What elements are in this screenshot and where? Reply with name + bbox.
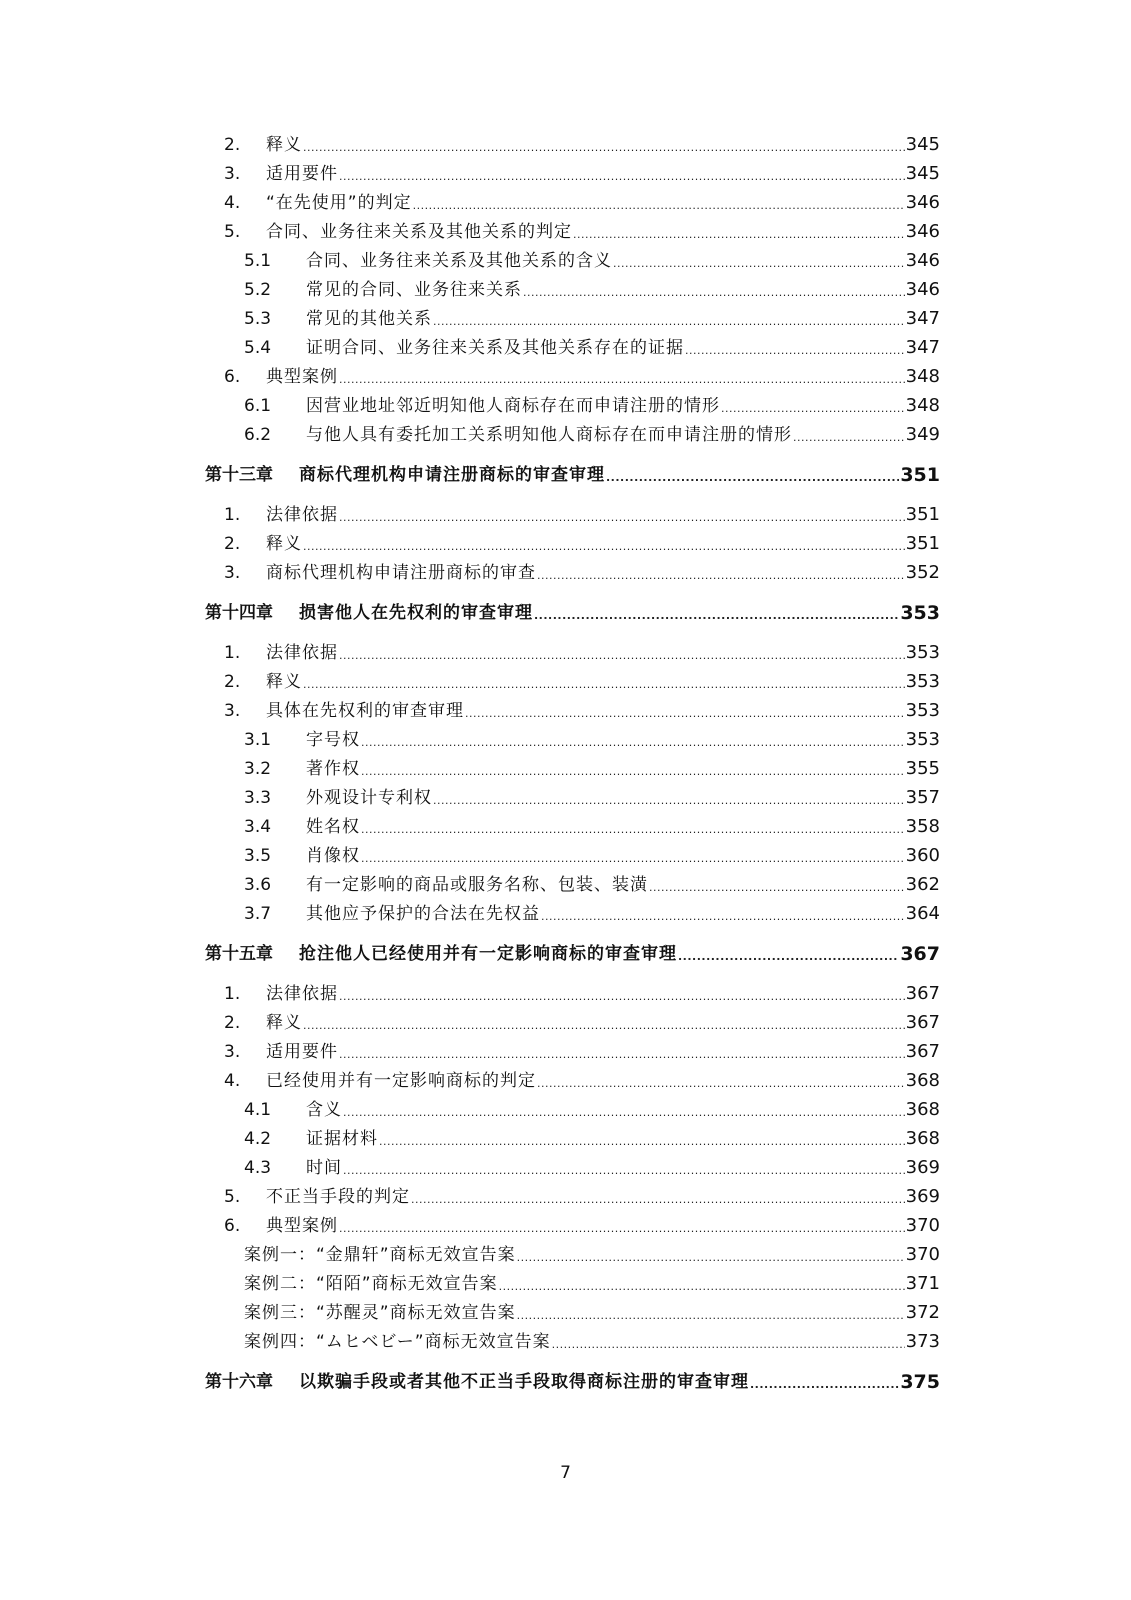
toc-entry-title: 损害他人在先权利的审查审理 xyxy=(299,603,533,623)
toc-entry-title: 适用要件 xyxy=(266,1042,338,1062)
toc-leader-dots xyxy=(552,1330,905,1354)
toc-entry-title: 与他人具有委托加工关系明知他人商标存在而申请注册的情形 xyxy=(306,425,792,445)
toc-entry-number: 第十三章 xyxy=(205,465,273,485)
toc-entry[interactable] xyxy=(244,902,940,926)
toc-entry-page: 348 xyxy=(905,366,940,387)
toc-entry-title: 因营业地址邻近明知他人商标存在而申请注册的情形 xyxy=(306,396,720,416)
page-number: 7 xyxy=(560,1463,571,1483)
toc-entry-page: 370 xyxy=(905,1215,940,1236)
toc-entry[interactable] xyxy=(244,1301,940,1325)
toc-entry-title: 案例四：“ムヒベビー”商标无效宣告案 xyxy=(244,1332,551,1352)
toc-entry-title: 不正当手段的判定 xyxy=(266,1187,410,1207)
toc-entry-page: 369 xyxy=(905,1157,940,1178)
toc-entry-number: 3.3 xyxy=(244,788,272,808)
toc-leader-dots xyxy=(678,942,899,966)
toc-leader-dots xyxy=(303,670,905,694)
toc-leader-dots xyxy=(339,162,905,186)
toc-entry-number: 4. xyxy=(224,1071,241,1091)
toc-entry-title: 法律依据 xyxy=(266,984,338,1004)
toc-entry[interactable] xyxy=(224,1185,940,1209)
toc-entry-page: 362 xyxy=(905,874,940,895)
toc-entry-page: 364 xyxy=(905,903,940,924)
toc-entry[interactable] xyxy=(244,249,940,273)
toc-entry-title: 释义 xyxy=(266,1013,302,1033)
toc-entry[interactable] xyxy=(224,1069,940,1093)
toc-entry[interactable] xyxy=(224,699,940,723)
toc-entry-page: 347 xyxy=(905,337,940,358)
toc-entry-title: 证明合同、业务往来关系及其他关系存在的证据 xyxy=(306,338,684,358)
toc-entry[interactable] xyxy=(244,1098,940,1122)
toc-entry-number: 6. xyxy=(224,1216,241,1236)
toc-leader-dots xyxy=(685,336,905,360)
toc-leader-dots xyxy=(433,307,905,331)
toc-entry-title: 外观设计专利权 xyxy=(306,788,432,808)
toc-leader-dots xyxy=(523,278,905,302)
toc-leader-dots xyxy=(339,365,905,389)
toc-entry-page: 348 xyxy=(905,395,940,416)
toc-entry-title: 适用要件 xyxy=(266,164,338,184)
toc-entry-title: 法律依据 xyxy=(266,643,338,663)
toc-entry[interactable] xyxy=(224,365,940,389)
toc-entry[interactable] xyxy=(244,307,940,331)
toc-entry-title: 证据材料 xyxy=(306,1129,378,1149)
toc-leader-dots xyxy=(343,1156,905,1180)
toc-entry-title: 常见的合同、业务往来关系 xyxy=(306,280,522,300)
toc-entry-title: “在先使用”的判定 xyxy=(266,193,412,213)
toc-entry[interactable] xyxy=(244,1127,940,1151)
toc-entry-number: 3. xyxy=(224,1042,241,1062)
toc-leader-dots xyxy=(517,1243,905,1267)
toc-entry-page: 355 xyxy=(905,758,940,779)
toc-entry-title: 释义 xyxy=(266,135,302,155)
toc-entry-title: 姓名权 xyxy=(306,817,360,837)
toc-entry-page: 370 xyxy=(905,1244,940,1265)
toc-entry[interactable] xyxy=(224,532,940,556)
toc-entry-title: 释义 xyxy=(266,534,302,554)
toc-entry[interactable] xyxy=(244,1330,940,1354)
toc-entry-page: 368 xyxy=(905,1099,940,1120)
toc-entry-page: 347 xyxy=(905,308,940,329)
toc-entry-page: 367 xyxy=(905,983,940,1004)
toc-entry[interactable] xyxy=(224,670,940,694)
toc-entry-number: 第十五章 xyxy=(205,944,273,964)
toc-leader-dots xyxy=(411,1185,905,1209)
toc-entry-number: 3.4 xyxy=(244,817,272,837)
toc-entry-page: 373 xyxy=(905,1331,940,1352)
toc-leader-dots xyxy=(534,601,899,625)
toc-leader-dots xyxy=(339,503,905,527)
toc-entry-number: 6. xyxy=(224,367,241,387)
toc-entry-page: 353 xyxy=(905,700,940,721)
toc-leader-dots xyxy=(541,902,905,926)
toc-entry-page: 357 xyxy=(905,787,940,808)
toc-entry[interactable] xyxy=(224,162,940,186)
toc-entry-page: 358 xyxy=(905,816,940,837)
toc-entry-number: 1. xyxy=(224,505,241,525)
toc-leader-dots xyxy=(343,1098,905,1122)
toc-entry-number: 2. xyxy=(224,672,241,692)
toc-entry-page: 349 xyxy=(905,424,940,445)
toc-entry-number: 3.2 xyxy=(244,759,272,779)
toc-entry-number: 5. xyxy=(224,1187,241,1207)
toc-entry[interactable] xyxy=(244,844,940,868)
toc-entry-title: 时间 xyxy=(306,1158,342,1178)
toc-entry[interactable] xyxy=(244,336,940,360)
toc-entry-page: 372 xyxy=(905,1302,940,1323)
toc-entry-number: 1. xyxy=(224,643,241,663)
toc-leader-dots xyxy=(413,191,905,215)
toc-entry-number: 2. xyxy=(224,1013,241,1033)
toc-entry-number: 5. xyxy=(224,222,241,242)
toc-entry-page: 351 xyxy=(900,464,940,486)
toc-entry[interactable] xyxy=(244,1243,940,1267)
toc-chapter-entry[interactable] xyxy=(205,942,940,966)
toc-entry-title: 案例一：“金鼎轩”商标无效宣告案 xyxy=(244,1245,516,1265)
toc-entry-page: 369 xyxy=(905,1186,940,1207)
toc-entry-page: 346 xyxy=(905,192,940,213)
toc-entry[interactable] xyxy=(244,1156,940,1180)
toc-entry-number: 3.5 xyxy=(244,846,272,866)
toc-entry[interactable] xyxy=(224,503,940,527)
toc-entry[interactable] xyxy=(224,561,940,585)
toc-leader-dots xyxy=(499,1272,905,1296)
toc-entry-page: 346 xyxy=(905,221,940,242)
toc-entry-number: 3.6 xyxy=(244,875,272,895)
toc-entry-page: 352 xyxy=(905,562,940,583)
toc-entry-page: 360 xyxy=(905,845,940,866)
toc-entry[interactable] xyxy=(244,1272,940,1296)
toc-leader-dots xyxy=(379,1127,905,1151)
toc-entry-title: 其他应予保护的合法在先权益 xyxy=(306,904,540,924)
toc-entry[interactable] xyxy=(224,1040,940,1064)
toc-entry-number: 4. xyxy=(224,193,241,213)
toc-entry[interactable] xyxy=(224,641,940,665)
toc-entry-title: 已经使用并有一定影响商标的判定 xyxy=(266,1071,536,1091)
toc-entry[interactable] xyxy=(244,815,940,839)
toc-entry-number: 5.4 xyxy=(244,338,272,358)
toc-entry-title: 案例三：“苏醒灵”商标无效宣告案 xyxy=(244,1303,516,1323)
toc-entry-page: 346 xyxy=(905,279,940,300)
toc-chapter-entry[interactable] xyxy=(205,463,940,487)
toc-leader-dots xyxy=(339,1214,905,1238)
toc-entry[interactable] xyxy=(224,1214,940,1238)
toc-entry-page: 368 xyxy=(905,1070,940,1091)
toc-entry[interactable] xyxy=(224,220,940,244)
toc-leader-dots xyxy=(721,394,905,418)
toc-entry-page: 353 xyxy=(905,642,940,663)
toc-entry-number: 4.1 xyxy=(244,1100,272,1120)
toc-entry-number: 第十六章 xyxy=(205,1372,273,1392)
toc-entry-number: 5.1 xyxy=(244,251,272,271)
toc-leader-dots xyxy=(303,532,905,556)
toc-chapter-entry[interactable] xyxy=(205,1370,940,1394)
toc-leader-dots xyxy=(465,699,905,723)
toc-entry-page: 353 xyxy=(900,602,940,624)
toc-entry-page: 367 xyxy=(905,1041,940,1062)
toc-leader-dots xyxy=(361,844,905,868)
toc-entry-number: 5.2 xyxy=(244,280,272,300)
toc-entry-title: 法律依据 xyxy=(266,505,338,525)
toc-leader-dots xyxy=(361,757,905,781)
toc-entry-number: 6.1 xyxy=(244,396,272,416)
toc-entry[interactable] xyxy=(224,191,940,215)
toc-entry[interactable] xyxy=(244,278,940,302)
toc-entry-number: 1. xyxy=(224,984,241,1004)
toc-entry-title: 商标代理机构申请注册商标的审查审理 xyxy=(299,465,605,485)
toc-entry-number: 3.7 xyxy=(244,904,272,924)
toc-entry-page: 351 xyxy=(905,504,940,525)
toc-entry-page: 345 xyxy=(905,134,940,155)
toc-entry-page: 367 xyxy=(900,943,940,965)
toc-entry-title: 含义 xyxy=(306,1100,342,1120)
toc-leader-dots xyxy=(339,641,905,665)
toc-entry-page: 351 xyxy=(905,533,940,554)
toc-entry-page: 353 xyxy=(905,671,940,692)
toc-entry-number: 3. xyxy=(224,701,241,721)
toc-leader-dots xyxy=(750,1370,899,1394)
toc-entry-number: 4.3 xyxy=(244,1158,272,1178)
toc-entry-number: 3. xyxy=(224,164,241,184)
toc-entry-title: 抢注他人已经使用并有一定影响商标的审查审理 xyxy=(299,944,677,964)
toc-leader-dots xyxy=(649,873,905,897)
toc-leader-dots xyxy=(433,786,905,810)
toc-entry-title: 释义 xyxy=(266,672,302,692)
toc-entry-page: 346 xyxy=(905,250,940,271)
toc-entry-title: 合同、业务往来关系及其他关系的判定 xyxy=(266,222,572,242)
toc-leader-dots xyxy=(537,561,905,585)
toc-entry-number: 6.2 xyxy=(244,425,272,445)
toc-entry-page: 345 xyxy=(905,163,940,184)
toc-leader-dots xyxy=(339,982,905,1006)
toc-entry-page: 371 xyxy=(905,1273,940,1294)
toc-entry[interactable] xyxy=(224,1011,940,1035)
toc-entry-title: 典型案例 xyxy=(266,1216,338,1236)
toc-entry-title: 案例二：“陌陌”商标无效宣告案 xyxy=(244,1274,498,1294)
toc-entry[interactable] xyxy=(244,394,940,418)
toc-leader-dots xyxy=(537,1069,905,1093)
toc-leader-dots xyxy=(573,220,905,244)
toc-entry-page: 368 xyxy=(905,1128,940,1149)
toc-entry-number: 5.3 xyxy=(244,309,272,329)
toc-chapter-entry[interactable] xyxy=(205,601,940,625)
toc-leader-dots xyxy=(517,1301,905,1325)
toc-entry-title: 合同、业务往来关系及其他关系的含义 xyxy=(306,251,612,271)
toc-leader-dots xyxy=(613,249,905,273)
toc-entry-title: 字号权 xyxy=(306,730,360,750)
toc-entry-page: 367 xyxy=(905,1012,940,1033)
toc-entry[interactable] xyxy=(244,786,940,810)
toc-entry-title: 以欺骗手段或者其他不正当手段取得商标注册的审查审理 xyxy=(299,1372,749,1392)
toc-leader-dots xyxy=(303,1011,905,1035)
toc-entry[interactable] xyxy=(244,757,940,781)
toc-entry-page: 353 xyxy=(905,729,940,750)
toc-entry-number: 2. xyxy=(224,534,241,554)
toc-entry[interactable] xyxy=(244,423,940,447)
toc-entry-title: 典型案例 xyxy=(266,367,338,387)
toc-entry[interactable] xyxy=(244,873,940,897)
toc-leader-dots xyxy=(793,423,905,447)
toc-entry-title: 常见的其他关系 xyxy=(306,309,432,329)
toc-entry-title: 著作权 xyxy=(306,759,360,779)
toc-entry-title: 具体在先权利的审查审理 xyxy=(266,701,464,721)
toc-entry-title: 商标代理机构申请注册商标的审查 xyxy=(266,563,536,583)
toc-leader-dots xyxy=(606,463,899,487)
toc-entry-number: 4.2 xyxy=(244,1129,272,1149)
toc-entry-number: 2. xyxy=(224,135,241,155)
toc-entry-page: 375 xyxy=(900,1371,940,1393)
toc-entry[interactable] xyxy=(224,982,940,1006)
toc-leader-dots xyxy=(361,728,905,752)
toc-entry-title: 肖像权 xyxy=(306,846,360,866)
toc-entry-title: 有一定影响的商品或服务名称、包装、装潢 xyxy=(306,875,648,895)
toc-entry-number: 3. xyxy=(224,563,241,583)
toc-entry[interactable] xyxy=(224,133,940,157)
toc-leader-dots xyxy=(303,133,905,157)
toc-leader-dots xyxy=(361,815,905,839)
toc-entry-number: 3.1 xyxy=(244,730,272,750)
toc-leader-dots xyxy=(339,1040,905,1064)
toc-entry[interactable] xyxy=(244,728,940,752)
toc-entry-number: 第十四章 xyxy=(205,603,273,623)
